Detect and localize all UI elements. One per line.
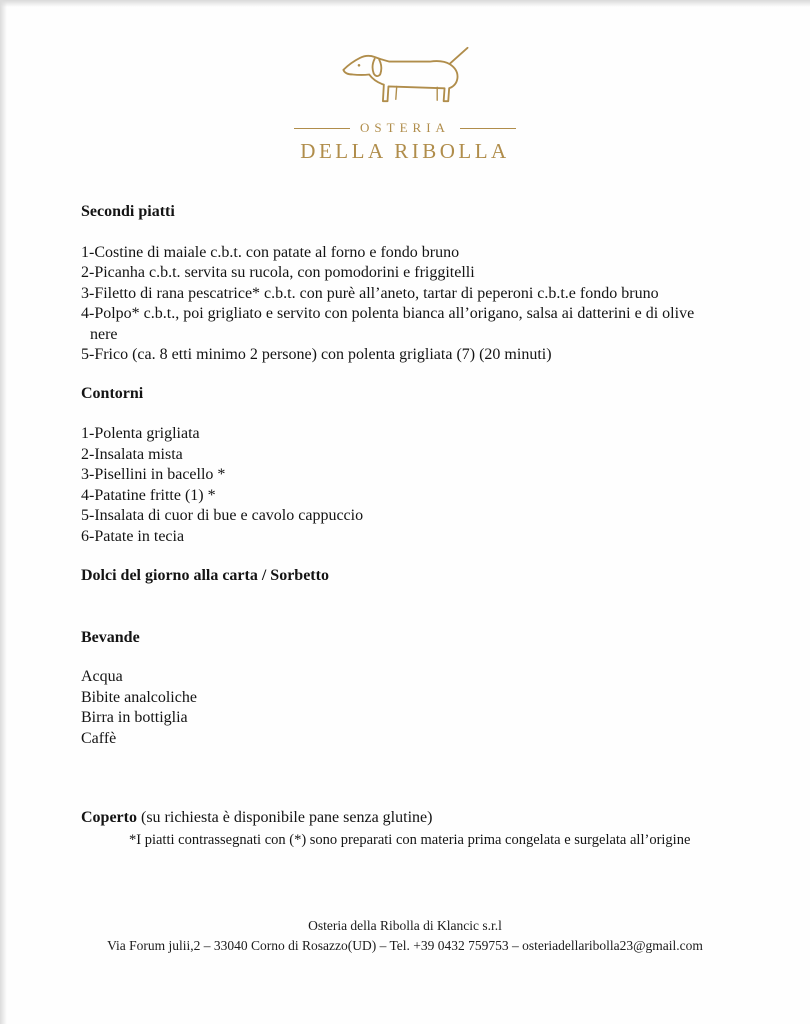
- logo-rule-right: [460, 128, 516, 129]
- logo-rule-left: [294, 128, 350, 129]
- section-title-bevande: Bevande: [81, 628, 140, 646]
- section-title-dolci: Dolci del giorno alla carta / Sorbetto: [81, 567, 329, 584]
- menu-item: 4-Patatine fritte (1) *: [81, 486, 216, 504]
- section-title-contorni: Contorni: [81, 384, 144, 402]
- menu-item: 2-Picanha c.b.t. servita su rucola, con pomodorini e friggitelli: [81, 264, 475, 281]
- menu-item: 5-Insalata di cuor di bue e cavolo cappuccio: [81, 507, 364, 524]
- menu-item: 5-Frico (ca. 8 etti minimo 2 persone) con polenta grigliata (7) (20 minuti): [81, 346, 552, 363]
- restaurant-logo: [0, 0, 810, 164]
- menu-item: Caffè: [81, 729, 117, 747]
- coperto-text: (su richiesta è disponibile pane senza glutine): [136, 809, 433, 826]
- menu-item: Acqua: [81, 668, 123, 685]
- menu-content: [81, 202, 717, 851]
- dachshund-logo-icon: [336, 44, 474, 116]
- footer-address-line: Via Forum julii,2 – 33040 Corno di Rosazzo(UD) – Tel. +39 0432 759753 – osteriadellaribolla23@gmail.com: [107, 938, 703, 953]
- menu-item: 1-Polenta grigliata: [81, 425, 200, 442]
- contorni-list: [81, 424, 717, 547]
- menu-item: 6-Patate in tecia: [81, 527, 185, 545]
- menu-item: 3-Pisellini in bacello *: [81, 466, 226, 483]
- menu-item: 4-Polpo* c.b.t., poi grigliato e servito con polenta bianca all’origano, salsa ai datterini e di olive nere: [81, 305, 695, 343]
- bevande-list: [81, 667, 717, 749]
- secondi-list: [81, 243, 717, 366]
- menu-item: 3-Filetto di rana pescatrice* c.b.t. con purè all’aneto, tartar di peperoni c.b.t.e fondo bruno: [81, 284, 659, 302]
- logo-della-ribolla-text: DELLA RIBOLLA: [300, 139, 510, 163]
- logo-osteria-row: [0, 120, 810, 136]
- page-footer: [0, 916, 810, 956]
- menu-item: Birra in bottiglia: [81, 709, 188, 726]
- coperto-line: [81, 808, 717, 829]
- section-title-secondi: Secondi piatti: [81, 203, 175, 220]
- menu-item: 2-Insalata mista: [81, 445, 183, 463]
- frozen-ingredients-note: *I piatti contrassegnati con (*) sono preparati con materia prima congelata e surgelata all’origine: [129, 831, 691, 848]
- footer-company-line: Osteria della Ribolla di Klancic s.r.l: [308, 918, 502, 933]
- coperto-label: Coperto: [81, 809, 137, 826]
- menu-item: 1-Costine di maiale c.b.t. con patate al forno e fondo bruno: [81, 243, 460, 261]
- logo-osteria-text: OSTERIA: [360, 120, 450, 135]
- menu-item: Bibite analcoliche: [81, 688, 197, 706]
